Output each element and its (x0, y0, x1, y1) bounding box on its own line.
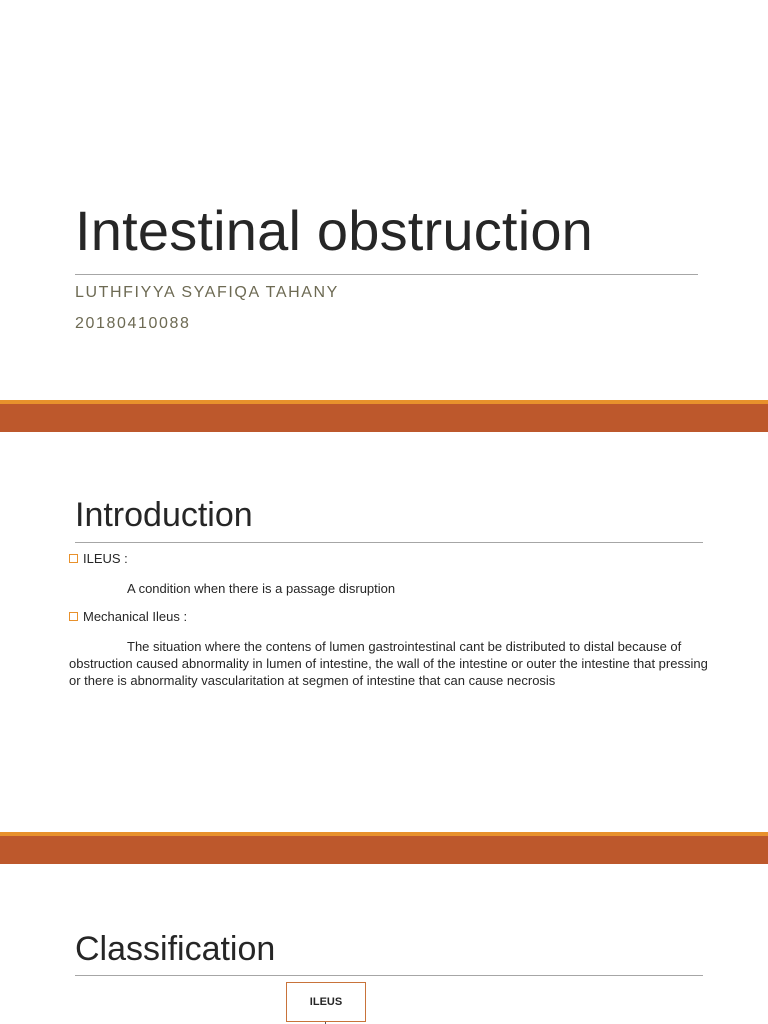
section-title: Classification (75, 930, 276, 968)
diagram-root-node: ILEUS (286, 982, 366, 1022)
bullet-item (69, 551, 128, 566)
bullet-item (69, 609, 187, 624)
classification-slide (0, 864, 768, 1024)
section-divider (75, 975, 703, 976)
student-id: 20180410088 (75, 315, 191, 332)
slide-title: Intestinal obstruction (75, 199, 594, 262)
bullet-label: ILEUS : (83, 551, 128, 566)
bullet-description: The situation where the contens of lumen gastrointestinal cant be distributed to distal because of obstruction caused abnormality in lumen of intestine, the wall of the intestine or outer the intestine that pressing or there is abnormality vascularitation at segmen of intestine that can cause necrosis (69, 639, 708, 688)
slide-separator (0, 400, 768, 432)
section-title: Introduction (75, 496, 253, 534)
square-bullet-icon (69, 554, 78, 563)
bullet-label: Mechanical Ileus : (83, 609, 188, 624)
slide-separator (0, 832, 768, 864)
introduction-slide (0, 432, 768, 832)
title-divider (75, 274, 698, 275)
author-name: LUTHFIYYA SYAFIQA TAHANY (75, 284, 339, 301)
section-divider (75, 542, 703, 543)
square-bullet-icon (69, 612, 78, 621)
title-slide (0, 0, 768, 400)
bullet-description: A condition when there is a passage disruption (127, 581, 396, 596)
